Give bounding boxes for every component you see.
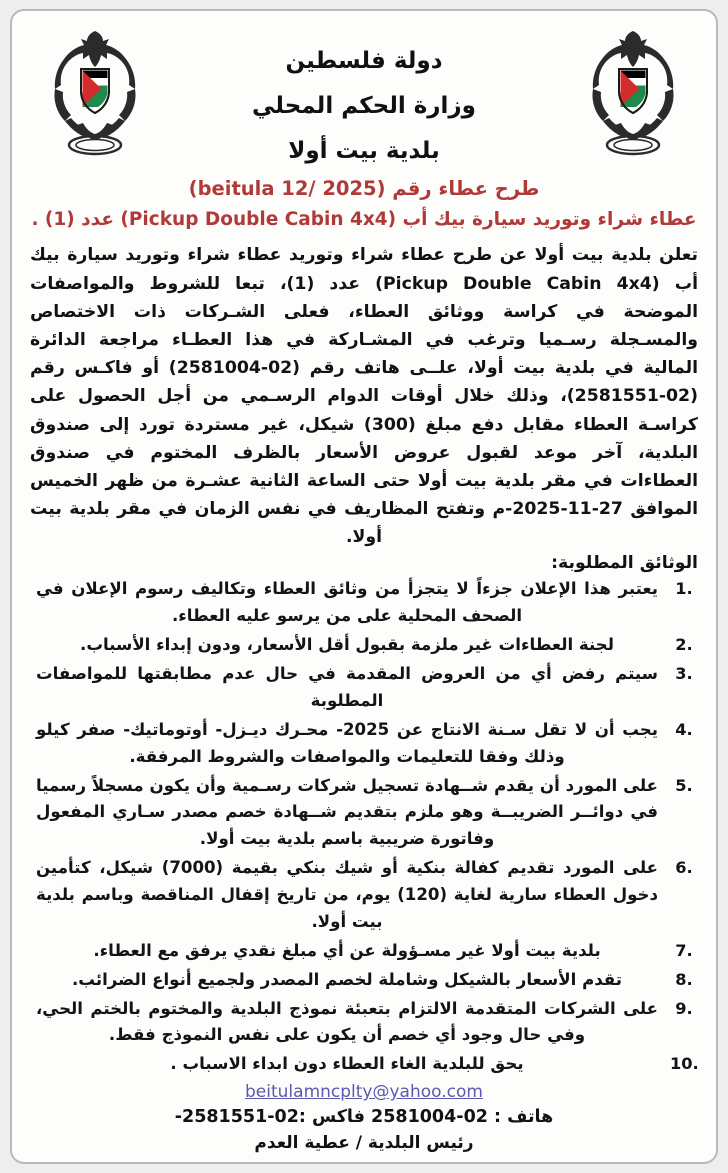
coat-of-arms-icon-left: [36, 25, 154, 161]
list-item: سيتم رفض أي من العروض المقدمة في حال عدم مطابقتها للمواصفات المطلوبة: [36, 664, 658, 710]
announcement-body: [30, 241, 698, 551]
list-item: تقدم الأسعار بالشيكل وشاملة لخصم المصدر ولجميع أنواع الضرائب.: [72, 969, 622, 989]
required-documents-label: الوثائق المطلوبة:: [551, 553, 698, 574]
state-title: دولة فلسطين: [285, 48, 443, 74]
ministry-title: وزارة الحكم المحلي: [252, 92, 476, 119]
conditions-list: [30, 576, 698, 1078]
tender-number-line: طرح عطاء رقم (beitula 12/ 2025): [188, 176, 540, 200]
list-item: يجب أن لا تقل سـنة الانتاج عن 2025- محـرك ديـزل- أوتوماتيك- صفر كيلو وذلك وفقا للتعليمات والمواصفات والشروط المرفقة.: [36, 719, 658, 766]
municipality-title: بلدية بيت أولا: [288, 137, 440, 164]
signature-line: رئيس البلدية / عطية العدم: [254, 1133, 474, 1154]
list-item: لجنة العطاءات غير ملزمة بقبول أقل الأسعار، ودون إبداء الأسباب.: [80, 635, 614, 655]
tender-title: [30, 174, 698, 235]
list-item: بلدية بيت أولا غير مسـؤولة عن أي مبلغ نقدي يرفق مع العطاء.: [93, 940, 601, 960]
coat-of-arms-icon-right: [574, 25, 692, 161]
announcement-sheet: [10, 9, 718, 1164]
list-item: يعتبر هذا الإعلان جزءاً لا يتجزأ من وثائق العطاء وتكاليف رسوم الإعلان في الصحف المحلية على من يرسو عليه العطاء.: [36, 579, 658, 626]
announcement-paragraph: تعلن بلدية بيت أولا عن طرح عطاء شراء وتوريد عطاء شراء وتوريد سيارة بيك أب (Pickup Double Cabin 4x4) عدد (1)، تبعا للشروط والمواصفات الموضحة في كراسة ووثائق العطاء، فعلى الشـركات ذات الاختصاص والمسـجلة رسـميا وترغب في المشـاركة في هذا العطـاء مراجعة الدائرة المالية في بلدية بيت أولا، علــى هاتف رقم (02-2581004) أو فاكـس رقم (02-2581551)، وذلك خلال أوقات الدوام الرسـمي من أجل الحصول على كراسـة العطاء مقابل دفع مبلغ (300) شيكل، غير مستردة تورد إلى صندوق البلدية، آخر موعد لقبول عروض الأسعار بالظرف المختوم في صندوق العطاءات في مقر بلدية بيت أولا حتى الساعة الثانية عشـرة من ظهر الخميس الموافق 27-11-2025-م وتفتح المظاريف في نفس الزمان في مقر بلدية بيت أولا.: [30, 245, 699, 548]
list-item: على المورد تقديم كفالة بنكية أو شيك بنكي بقيمة (7000) شيكل، كتأمين دخول العطاء سارية لغاية (120) يوم، من تاريخ إقفال المناقصة وباسم بلدية بيت أولا.: [36, 858, 658, 931]
tender-subject-line: عطاء شراء وتوريد سيارة بيك أب (Pickup Double Cabin 4x4) عدد (1) .: [31, 208, 697, 230]
header-titles: [154, 25, 574, 174]
email-link[interactable]: beitulamncplty@yahoo.com: [245, 1082, 483, 1103]
email-line: [30, 1082, 698, 1102]
contact-line: هاتف : 02-2581004 فاكس :02-2581551-: [174, 1107, 554, 1128]
list-item: على المورد أن يقدم شــهادة تسجيل شركات رسـمية وأن يكون مسجلاً رسميا في دوائــر الضريبــة وهو ملزم بتقديم شــهادة خصم مصدر سـاري المفعول وفاتورة ضريبية باسم بلدية بيت أولا.: [36, 775, 658, 849]
list-item: على الشركات المتقدمة الالتزام بتعبئة نموذج البلدية والمختوم بالختم الحي، وفي حال وجود أي خصم أن يكون على نفس النموذج فقط.: [36, 998, 658, 1045]
list-item: يحق للبلدية الغاء العطاء دون ابداء الاسباب .: [170, 1054, 524, 1074]
document-header: [30, 21, 698, 174]
